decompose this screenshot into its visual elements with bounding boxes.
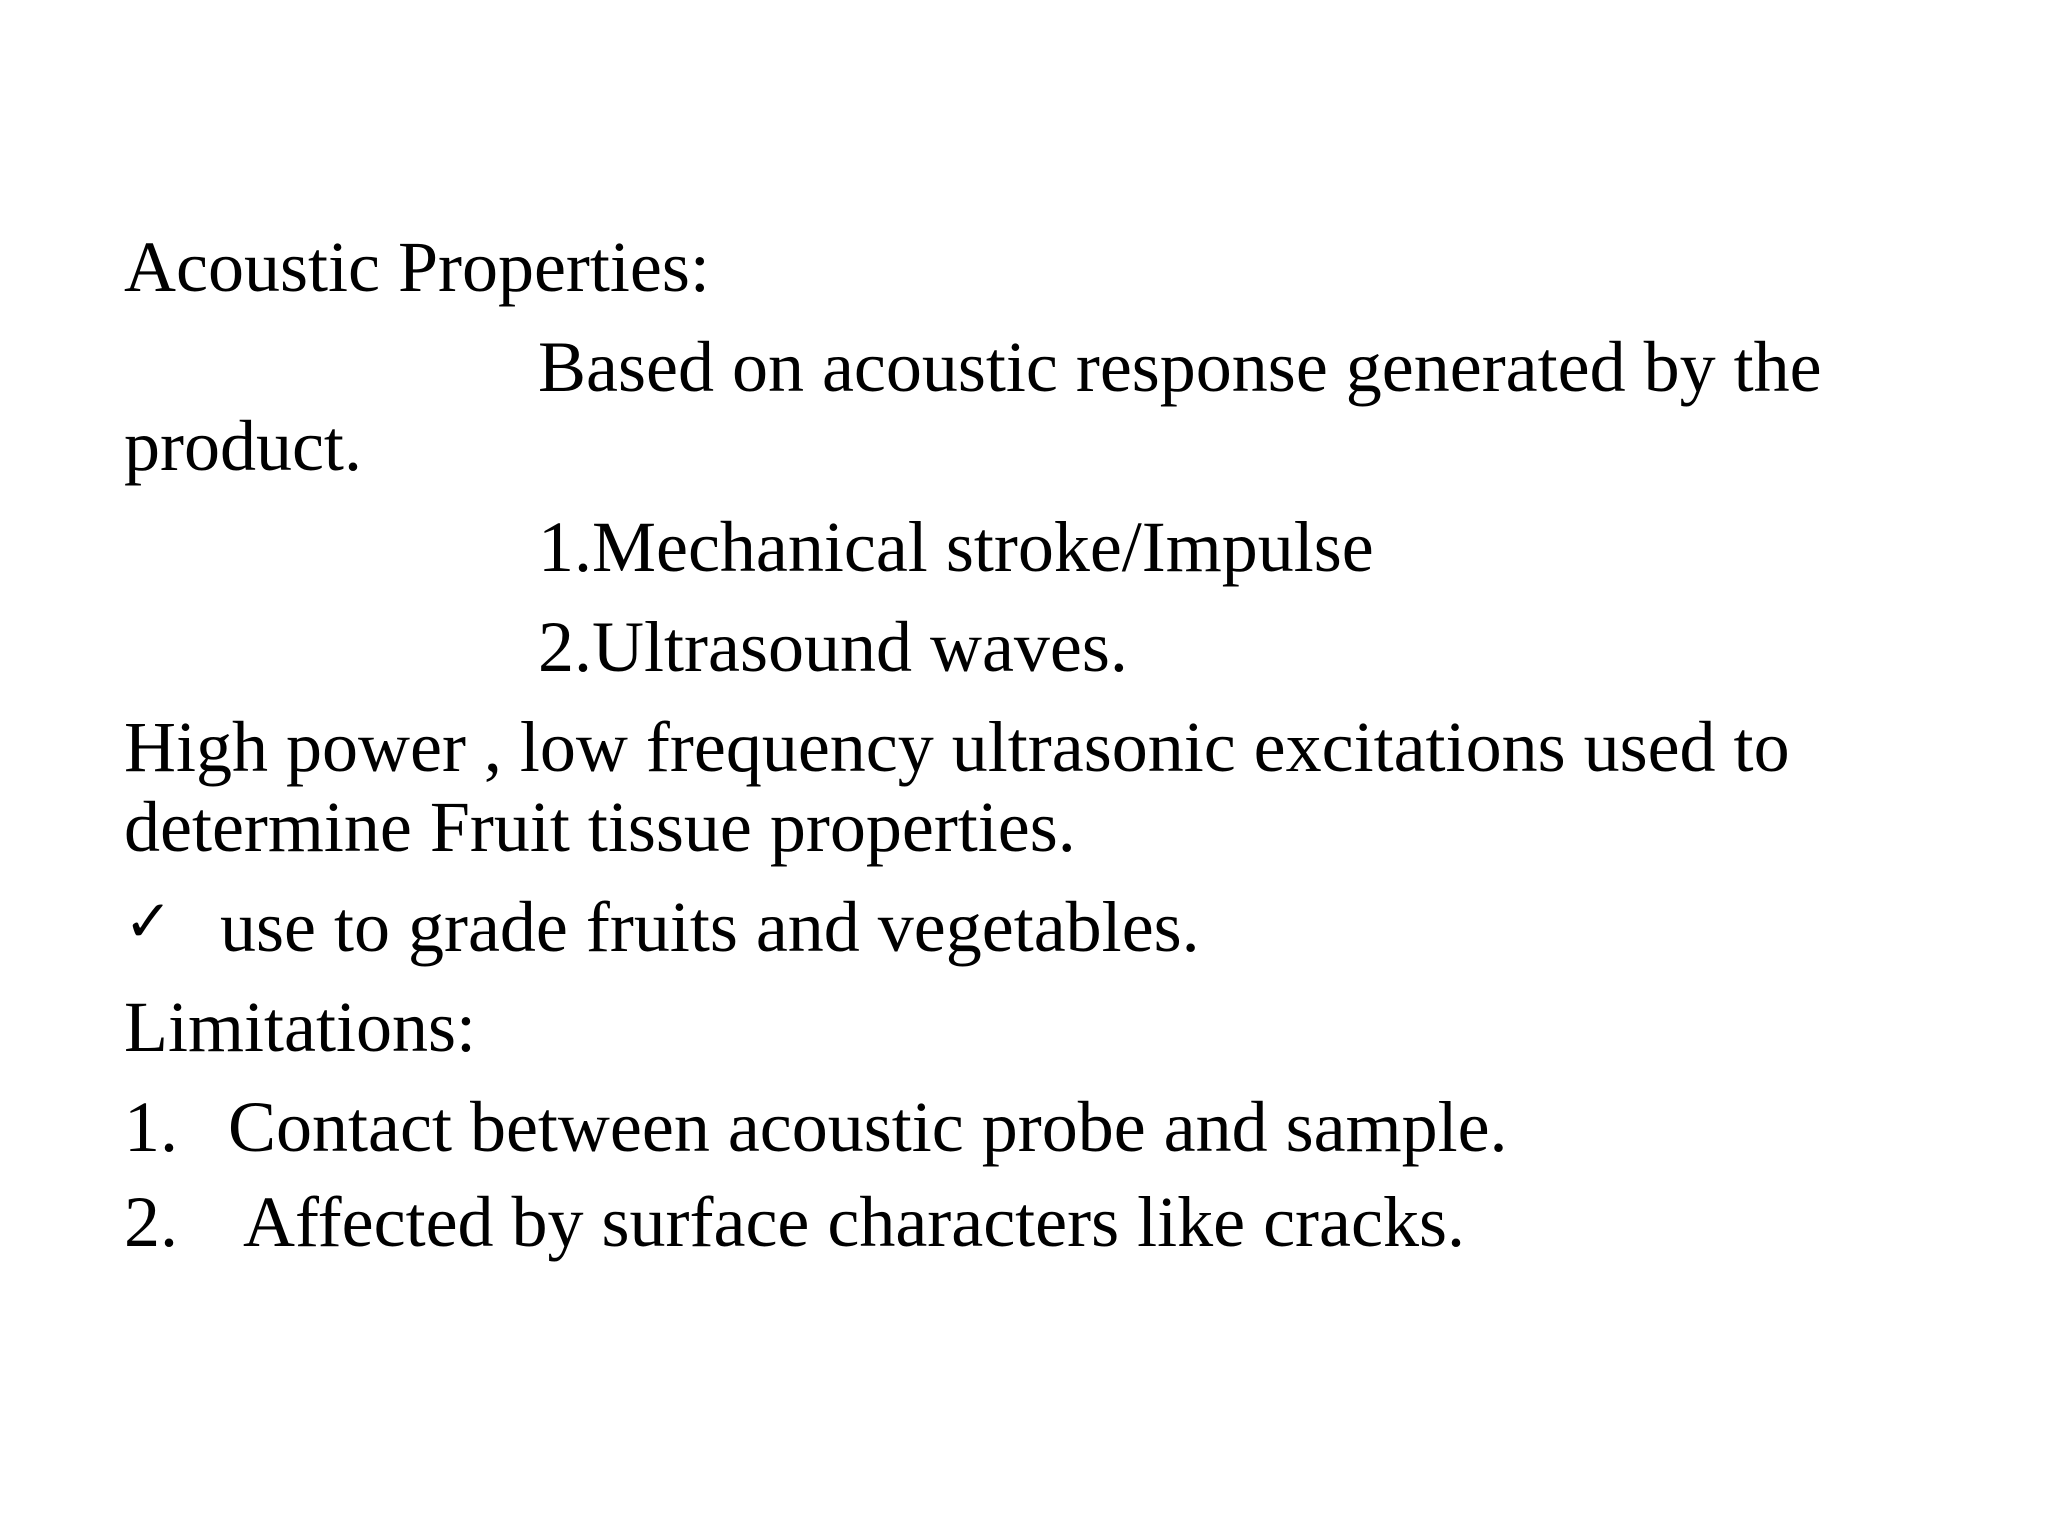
- section-heading: Acoustic Properties:: [124, 227, 710, 307]
- limitation-text-2: Affected by surface characters like cracks.: [243, 1182, 1465, 1262]
- checkmark-icon: ✓: [124, 887, 173, 955]
- intro-text-line-2: product.: [124, 406, 362, 486]
- intro-text-line-1: Based on acoustic response generated by the: [538, 327, 1822, 407]
- limitation-text-1: Contact between acoustic probe and sample.: [228, 1087, 1508, 1167]
- paragraph-line-2: determine Fruit tissue properties.: [124, 787, 1076, 867]
- limitations-heading: Limitations:: [124, 987, 476, 1067]
- limitation-number-1: 1.: [124, 1087, 178, 1167]
- method-item-2: 2.Ultrasound waves.: [538, 607, 1128, 687]
- check-list-item: use to grade fruits and vegetables.: [220, 887, 1200, 967]
- method-item-1: 1.Mechanical stroke/Impulse: [538, 507, 1374, 587]
- paragraph-line-1: High power , low frequency ultrasonic excitations used to: [124, 707, 1790, 787]
- limitation-number-2: 2.: [124, 1182, 178, 1262]
